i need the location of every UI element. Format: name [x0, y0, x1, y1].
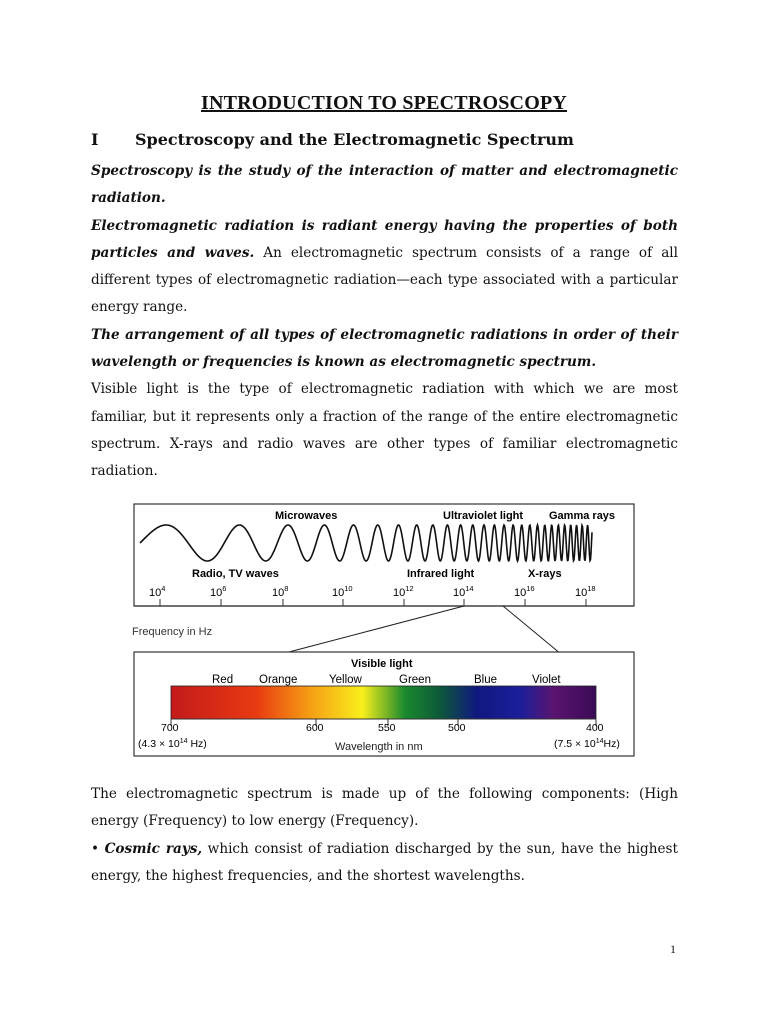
- definition-em-spectrum: The arrangement of all types of electromagnetic radiations in order of their wavelength or frequencies is known as electromagnetic spectrum.: [91, 326, 678, 371]
- frequency-tick-label: $10^{10}$: [332, 584, 353, 599]
- section-number: I: [91, 130, 99, 149]
- label-wavelength-axis: Wavelength in nm: [335, 741, 423, 753]
- paragraph-visible-light: Visible light is the type of electromagnetic radiation with which we are most familiar, but it represents only a fraction of the range of the entire electromagnetic spectrum. X-rays and radio waves are other types of familiar electromagnetic radiation.: [91, 381, 678, 480]
- frequency-tick-label: $10^{14}$: [453, 584, 474, 599]
- label-radio: Radio, TV waves: [192, 568, 279, 580]
- label-right-frequency: $(7.5 \times 10^{14}Hz)$: [554, 738, 620, 750]
- paragraph-cosmic-rays: [91, 836, 678, 891]
- wavelength-tick-label: 400: [586, 722, 604, 734]
- label-xrays: X-rays: [528, 568, 562, 580]
- frequency-tick-label: $10^4$: [149, 584, 166, 599]
- paragraph-components: The electromagnetic spectrum is made up of the following components: (High energy (Frequency) to low energy (Frequency).: [91, 786, 678, 830]
- frequency-tick-label: $10^8$: [272, 584, 289, 599]
- em-spectrum-diagram: [128, 498, 638, 760]
- label-ultraviolet: Ultraviolet light: [443, 510, 524, 522]
- em-radiation-text: An electromagnetic spectrum consists of a range of all different types of electromagnetic radiation—each type associated with a particular energy range.: [91, 244, 678, 316]
- wavelength-tick-label: 700: [161, 722, 179, 734]
- label-visible: Visible light: [351, 658, 413, 670]
- definition-spectroscopy: Spectroscopy is the study of the interaction of matter and electromagnetic radiation.: [91, 163, 678, 207]
- color-label: Violet: [532, 674, 561, 686]
- section-title: Spectroscopy and the Electromagnetic Spectrum: [135, 130, 574, 149]
- wavelength-tick-label: 550: [378, 722, 396, 734]
- wavelength-tick-label: 500: [448, 722, 466, 734]
- label-microwaves: Microwaves: [275, 510, 338, 522]
- term-cosmic-rays: Cosmic rays,: [104, 840, 203, 857]
- page-title: INTRODUCTION TO SPECTROSCOPY: [200, 92, 568, 114]
- frequency-tick-label: $10^{12}$: [393, 584, 414, 599]
- bullet: •: [91, 840, 105, 857]
- color-label: Blue: [474, 674, 498, 686]
- label-frequency-axis: Frequency in Hz: [132, 626, 213, 638]
- frequency-tick-label: $10^{18}$: [575, 584, 596, 599]
- frequency-tick-label: $10^6$: [210, 584, 227, 599]
- cosmic-rays-text: which consist of radiation discharged by the sun, have the highest energy, the highest frequencies, and the shortest wavelengths.: [91, 840, 678, 884]
- color-label: Yellow: [329, 674, 362, 686]
- definition-em-radiation: Electromagnetic radiation is radiant energy having the properties of both particles and waves.: [91, 217, 678, 261]
- label-gamma: Gamma rays: [549, 510, 616, 522]
- components-text: [91, 781, 678, 890]
- intro-text: [91, 158, 678, 486]
- color-label: Red: [212, 674, 234, 686]
- paragraph-em-spectrum: [91, 322, 678, 377]
- label-left-frequency: ($4.3 \times 10^{14}$ Hz): [138, 738, 207, 750]
- visible-spectrum-bar: [171, 686, 596, 719]
- wavelength-tick-label: 600: [306, 722, 324, 734]
- color-label: Orange: [259, 674, 298, 686]
- frequency-tick-label: $10^{16}$: [514, 584, 535, 599]
- color-label: Green: [399, 674, 431, 686]
- paragraph-definition: [91, 158, 678, 213]
- section-heading: [91, 130, 574, 149]
- label-infrared: Infrared light: [407, 568, 475, 580]
- page-number: 1: [670, 942, 676, 956]
- paragraph-em-radiation: [91, 213, 678, 322]
